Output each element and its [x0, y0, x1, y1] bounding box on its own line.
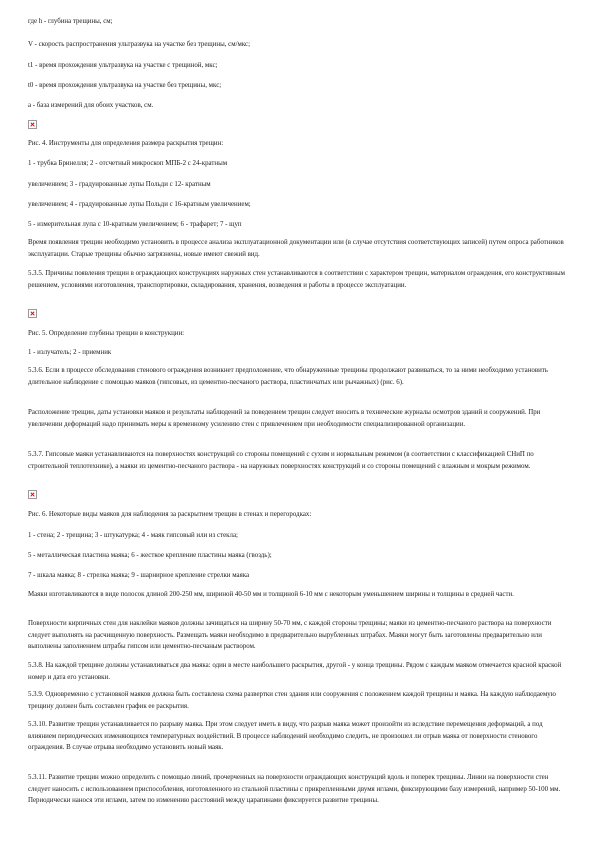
figure-caption: Рис. 4. Инструменты для определения размера раскрытия трещин:: [28, 140, 224, 147]
paragraph: Маяки изготавливаются в виде полосок длиной 200-250 мм, шириной 40-50 мм и толщиной 6-10 мм с некоторым уменьшением ширины и толщины в средней части.: [28, 591, 514, 598]
paragraph: Время появления трещин необходимо установить в процессе анализа эксплуатационной документации или (в случае отсутствия соответствующих записей) путем опроса работников эксплуатации. Старые трещины обычно загрязнены, новые имеют свежий вид.: [28, 239, 564, 258]
paragraph: V - скорость распространения ультразвука на участке без трещины, см/мкс;: [28, 41, 251, 48]
paragraph: 5.3.6. Если в процессе обследования стенового ограждения возникнет предположение, что обнаруженные трещины продолжают развиваться, то за ними необходимо установить длительное наблюдение с помощью маяков (гипсовых, из цементно-песчаного раствора, пластинчатых или рычажных) (рис. 6).: [28, 367, 548, 386]
paragraph: Поверхности кирпичных стен для наклейки маяков должны зачищаться на ширину 50-70 мм, с каждой стороны трещины; маяки из цементно-песчаного раствора на поверхности следует выполнять на расчищенную поверхность. Размещать маяки необходимо в предварительно вырубленных штрабах. Маяки могут быть заготовлены предварительно или выполнены заполнением штрабы гипсом или цементно-песчаным раствором.: [28, 620, 552, 650]
paragraph: 5.3.7. Гипсовые маяки устанавливаются на поверхностях конструкций со стороны помещений с сухим и нормальным режимом (в соответствии с классификацией СНиП по строительной теплотехнике), а маяки из цементно-песчаного раствора - на наружных поверхностях конструкций и со стороны помещений с влажным и мокрым режимом.: [28, 451, 534, 470]
paragraph: Расположение трещин, даты установки маяков и результаты наблюдений за поведением трещин следует вносить в технические журналы осмотров зданий и сооружений. При увеличении деформаций надо принимать меры к временному усилению стен с привлечением при необходимости специализированной организации.: [28, 409, 541, 428]
paragraph: 7 - шкала маяка; 8 - стрелка маяка; 9 - шарнирное крепление стрелки маяка: [28, 572, 250, 579]
paragraph: 1 - трубка Бринелля; 2 - отсчетный микроскоп МПБ-2 с 24-кратным: [28, 160, 228, 167]
paragraph: где h - глубина трещины, см;: [28, 18, 113, 25]
paragraph: 5.3.11. Развитие трещин можно определить с помощью линий, прочерченных на поверхности ограждающих конструкций вдоль и поперек трещины. Линии на поверхности стен следует наносить с использованием приспособления, изготовленного из стальной пластины с прикрепленными двумя иглами, фиксирующими базу измерений, например 50-100 мм. Периодически нанося эти иглами, затем по изменению расстояний между царапинами фиксируется развитие трещины.: [28, 774, 561, 804]
paragraph: увеличением; 3 - градуированные лупы Польди с 12- кратным: [28, 181, 211, 188]
paragraph: 5 - измерительная лупа с 10-кратным увеличением; 6 - трафарет; 7 - щуп: [28, 221, 242, 228]
paragraph: 5.3.8. На каждой трещине должны устанавливаться два маяка: один в месте наибольшего раскрытия, другой - у конца трещины. Рядом с каждым маяком отмечается красной краской номер и дата его установки.: [28, 662, 562, 681]
broken-image-icon: [28, 309, 37, 318]
paragraph: a - база измерений для обоих участков, см.: [28, 102, 154, 109]
paragraph: t0 - время прохождения ультразвука на участке без трещины, мкс;: [28, 82, 222, 89]
broken-image-icon: [28, 120, 37, 129]
paragraph: 1 - стена; 2 - трещина; 3 - штукатурка; 4 - маяк гипсовый или из стекла;: [28, 532, 238, 539]
paragraph: t1 - время прохождения ультразвука на участке с трещиной, мкс;: [28, 62, 218, 69]
figure-caption: Рис. 6. Некоторые виды маяков для наблюдения за раскрытием трещин в стенах и перегородках:: [28, 511, 312, 518]
figure-caption: Рис. 5. Определение глубины трещин в конструкции:: [28, 330, 185, 337]
paragraph: 5.3.9. Одновременно с установкой маяков должна быть составлена схема развертки стен здания или сооружения с положением каждой трещины и маяка. На каждую наблюдаемую трещину должен быть составлен график ее раскрытия.: [28, 691, 556, 710]
paragraph: 5.3.10. Развитие трещин устанавливается по разрыву маяка. При этом следует иметь в виду, что разрыв маяка может произойти из вследствие перемещения деформаций, а под влиянием периодических изменяющихся температурных воздействий. В процессе наблюдений необходимо следить, не произошел ли отрыв маяка от поверхности стенового ограждения. В случае отрыва необходимо установить новый маяк.: [28, 721, 543, 751]
paragraph: увеличением; 4 - градуированные лупы Польди с 16-кратным увеличением;: [28, 201, 251, 208]
broken-image-icon: [28, 490, 37, 499]
paragraph: 5.3.5. Причины появления трещин в ограждающих конструкциях наружных стен устанавливаются в соответствии с характером трещин, материалом ограждения, его конструктивным решением, условиями изготовления, транспортировки, складирования, хранения, возведения и работы в процессе эксплуатации.: [28, 270, 565, 289]
paragraph: 5 - металлическая пластина маяка; 6 - жесткое крепление пластины маяка (гвоздь);: [28, 552, 272, 559]
paragraph: 1 - излучатель; 2 - приемник: [28, 349, 112, 356]
